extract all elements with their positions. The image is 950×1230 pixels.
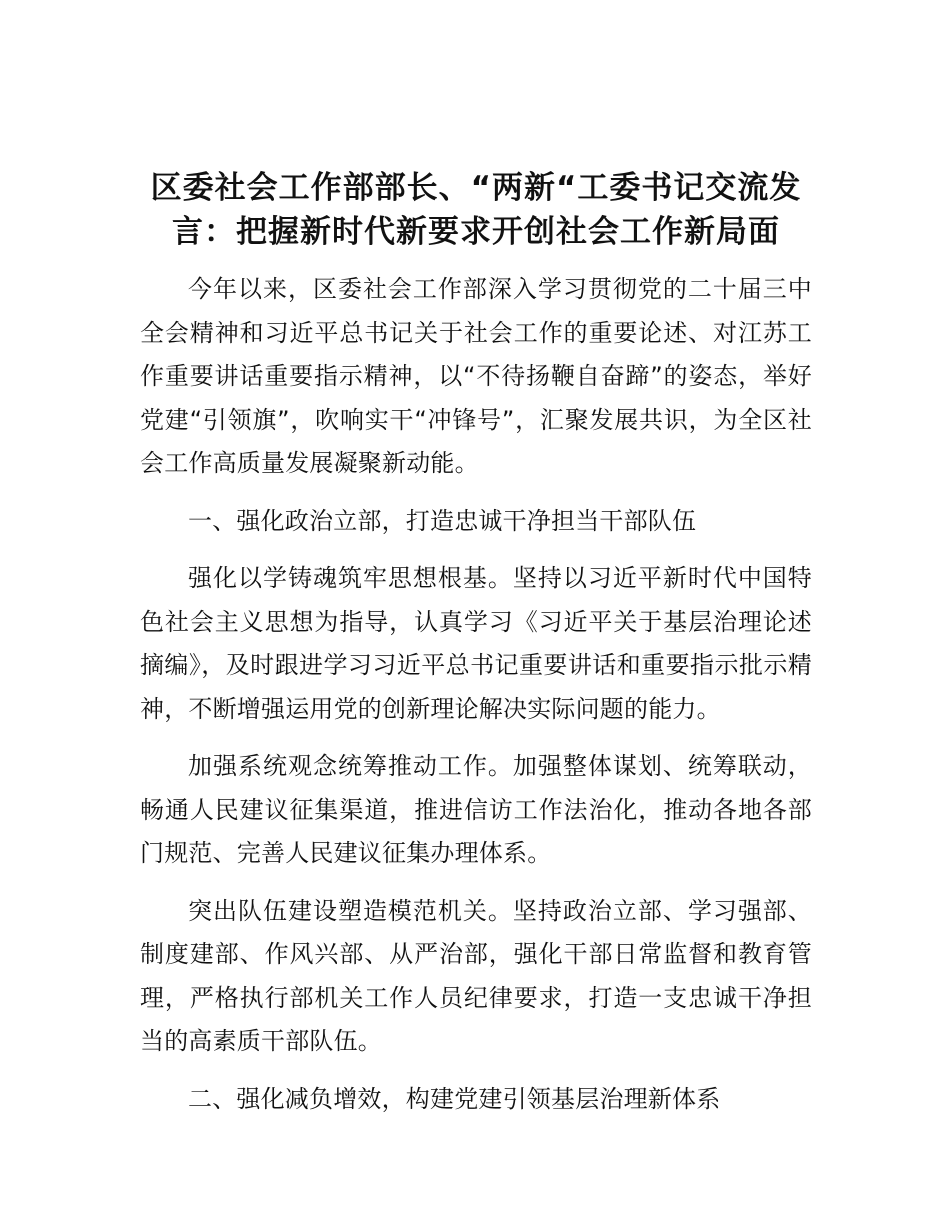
intro-paragraph: 今年以来，区委社会工作部深入学习贯彻党的二十届三中全会精神和习近平总书记关于社会工作的重要论述、对江苏工作重要讲话重要指示精神，以“不待扬鞭自奋蹄”的姿态，举好党建“引领旗”，吹响实干“冲锋号”，汇聚发展共识，为全区社会工作高质量发展凝聚新动能。 [140, 275, 812, 477]
body-paragraph: 突出队伍建设塑造模范机关。坚持政治立部、学习强部、制度建部、作风兴部、从严治部，强化干部日常监督和教育管理，严格执行部机关工作人员纪律要求，打造一支忠诚干净担当的高素质干部队伍。 [140, 896, 812, 1055]
title-line-2: 言：把握新时代新要求开创社会工作新局面 [172, 214, 780, 250]
document-title [140, 166, 812, 254]
section-heading-2: 二、强化减负增效，构建党建引领基层治理新体系 [188, 1084, 721, 1113]
document-body [140, 268, 812, 1135]
section-heading-1: 一、强化政治立部，打造忠诚干净担当干部队伍 [188, 506, 697, 535]
body-paragraph: 加强系统观念统筹推动工作。加强整体谋划、统筹联动，畅通人民建议征集渠道，推进信访工作法治化，推动各地各部门规范、完善人民建议征集办理体系。 [140, 752, 812, 867]
body-paragraph: 强化以学铸魂筑牢思想根基。坚持以习近平新时代中国特色社会主义思想为指导，认真学习《习近平关于基层治理论述摘编》，及时跟进学习习近平总书记重要讲话和重要指示批示精神，不断增强运用党的创新理论解决实际问题的能力。 [140, 564, 812, 723]
title-line-1: 区委社会工作部部长、“两新“工委书记交流发 [150, 170, 802, 206]
